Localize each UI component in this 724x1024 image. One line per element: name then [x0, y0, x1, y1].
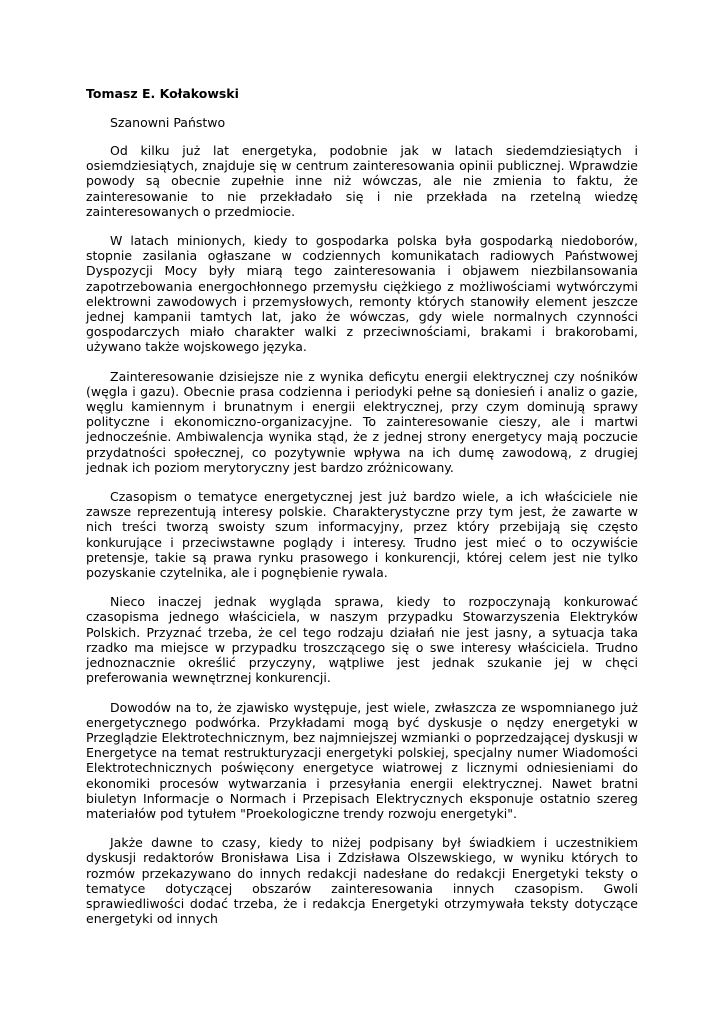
- paragraph-2: W latach minionych, kiedy to gospodarka polska była gospodarką niedoborów, stopnie zasilania ogłaszane w codziennych komunikatach radiowych Państwowej Dyspozycji Mocy były miarą tego zainteresowania i objawem niezbilansowania zapotrzebowania energochłonnego przemysłu ciężkiego z możliwościami wytwórczymi elektrowni zawodowych i przemysłowych, remonty których stanowiły element jeszcze jednej kampanii tamtych lat, jako że wówczas, gdy wiele normalnych czynności gospodarczych miało charakter walki z przeciwnościami, brakami i brakorobami, używano także wojskowego języka.: [86, 233, 638, 355]
- salutation: Szanowni Państwo: [110, 115, 226, 130]
- author-name: Tomasz E. Kołakowski: [86, 86, 239, 101]
- paragraph-1: Od kilku już lat energetyka, podobnie jak w latach siedemdziesiątych i osiemdziesiątych, znajduje się w centrum zainteresowania opinii publicznej. Wprawdzie powody są obecnie zupełnie inne niż wówczas, ale nie zmienia to faktu, że zainteresowanie to nie przekładało się i nie przekłada na rzetelną wiedzę zainteresowanych o przedmiocie.: [86, 143, 638, 219]
- paragraph-7: Jakże dawne to czasy, kiedy to niżej podpisany był świadkiem i uczestnikiem dyskusji redaktorów Bronisława Lisa i Zdzisława Olszewskiego, w wyniku których to rozmów przekazywano do innych redakcji nadesłane do redakcji Energetyki teksty o tematyce dotyczącej obszarów zainteresowania innych czasopism. Gwoli sprawiedliwości dodać trzeba, że i redakcja Energetyki otrzymywała teksty dotyczące energetyki od innych: [86, 835, 638, 927]
- paragraph-4: Czasopism o tematyce energetycznej jest już bardzo wiele, a ich właściciele nie zawsze reprezentują interesy polskie. Charakterystyczne przy tym jest, że zawarte w nich treści tworzą swoisty szum informacyjny, przez który przebijają się często konkurujące i przeciwstawne poglądy i interesy. Trudno jest mieć o to oczywiście pretensje, takie są prawa rynku prasowego i konkurencji, której celem jest nie tylko pozyskanie czytelnika, ale i pognębienie rywala.: [86, 489, 638, 581]
- paragraph-6: Dowodów na to, że zjawisko występuje, jest wiele, zwłaszcza ze wspomnianego już energetycznego podwórka. Przykładami mogą być dyskusje o nędzy energetyki w Przeglądzie Elektrotechnicznym, bez najmniejszej wzmianki o poprzedzającej dyskusji w Energetyce na temat restrukturyzacji energetyki polskiej, specjalny numer Wiadomości Elektrotechnicznych poświęcony energetyce wiatrowej z licznymi odniesieniami do ekonomiki procesów wytwarzania i przesyłania energii elektrycznej. Nawet bratni biuletyn Informacje o Normach i Przepisach Elektrycznych eksponuje ostatnio szereg materiałów pod tytułem "Proekologiczne trendy rozwoju energetyki".: [86, 699, 638, 821]
- paragraph-3: Zainteresowanie dzisiejsze nie z wynika deficytu energii elektrycznej czy nośników (węgla i gazu). Obecnie prasa codzienna i periodyki pełne są doniesień i analiz o gazie, węglu kamiennym i brunatnym i energii elektrycznej, przy czym dominują sprawy polityczne i ekonomiczno-organizacyjne. To zainteresowanie cieszy, ale i martwi jednocześnie. Ambiwalencja wynika stąd, że z jednej strony energetycy mają poczucie przydatności społecznej, co pozytywnie wpływa na ich dumę zawodową, z drugiej jednak ich poziom merytoryczny jest bardzo zróżnicowany.: [86, 368, 638, 475]
- paragraph-5: Nieco inaczej jednak wygląda sprawa, kiedy to rozpoczynają konkurować czasopisma jednego właściciela, w naszym przypadku Stowarzyszenia Elektryków Polskich. Przyznać trzeba, że cel tego rodzaju działań nie jest jasny, a sytuacja taka rzadko ma miejsce w przypadku troszczącego się o swe interesy właściciela. Trudno jednoznacznie określić przyczyny, wątpliwe jest jednak szukanie jej w chęci preferowania wewnętrznej konkurencji.: [86, 594, 638, 686]
